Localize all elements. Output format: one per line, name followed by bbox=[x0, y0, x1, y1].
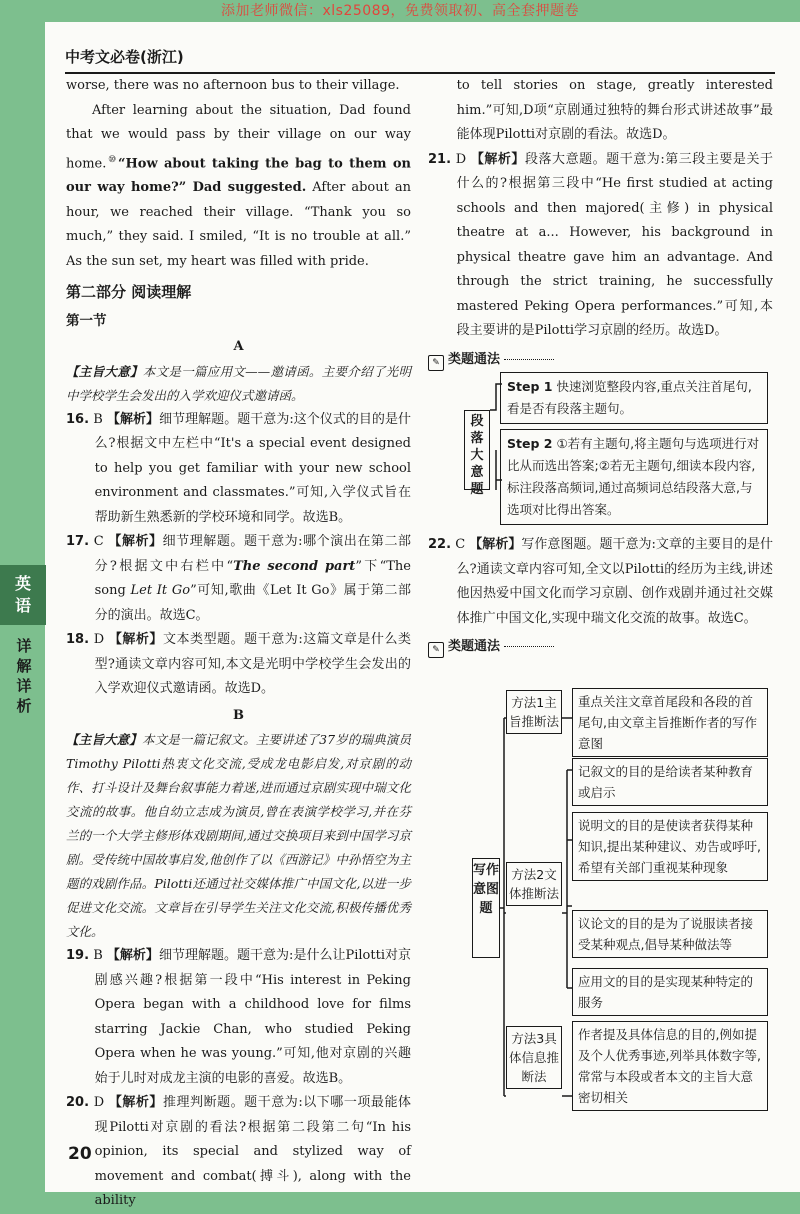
q17-answer: C bbox=[93, 534, 104, 550]
q21-tag: 【解析】 bbox=[470, 151, 525, 167]
q19-tag: 【解析】 bbox=[106, 948, 159, 964]
method-2-label: 方法2文体推断法 bbox=[506, 862, 562, 906]
pencil-note-icon: ✎ bbox=[428, 355, 444, 371]
paragraph-idea-method-box bbox=[464, 372, 769, 527]
q19-answer: B bbox=[93, 948, 103, 964]
box1-vertical-label: 段落大意题 bbox=[464, 410, 490, 490]
q16-number: 16. bbox=[66, 411, 90, 427]
page-header-title: 中考文必卷(浙江) bbox=[65, 48, 184, 66]
method-2-desc-4: 应用文的目的是实现某种特定的服务 bbox=[572, 968, 768, 1016]
q16-tag: 【解析】 bbox=[106, 411, 160, 427]
step-2-box bbox=[500, 429, 768, 525]
writing-intention-method-box bbox=[464, 688, 769, 1128]
subsection-title: 第一节 bbox=[66, 312, 107, 329]
q20-number: 20. bbox=[66, 1095, 90, 1111]
pencil-note-icon: ✎ bbox=[428, 642, 444, 658]
step-2-title: Step 2 bbox=[507, 436, 553, 451]
step-1-box bbox=[500, 372, 768, 424]
q17-tag: 【解析】 bbox=[108, 534, 163, 550]
q16-answer: B bbox=[93, 411, 103, 427]
subject-char-1: 英 bbox=[14, 574, 31, 593]
step-1-title: Step 1 bbox=[507, 379, 553, 394]
method-3-label: 方法3具体信息推断法 bbox=[506, 1026, 562, 1089]
story-bold-text: “How about taking the bag to them on our way home?” Dad suggested. bbox=[66, 155, 411, 196]
method-tips-1 bbox=[428, 348, 773, 373]
theme-a bbox=[66, 360, 411, 408]
story-paragraph-2 bbox=[66, 99, 411, 275]
subject-tab bbox=[0, 565, 46, 625]
answer-16 bbox=[66, 408, 411, 531]
box2-vertical-label: 写作意图题 bbox=[472, 858, 500, 958]
q20-answer: D bbox=[93, 1095, 105, 1111]
answer-21 bbox=[428, 148, 773, 344]
method-2-desc-1: 记叙文的目的是给读者某种教育或启示 bbox=[572, 758, 768, 806]
q17-text-b: ”下“The song bbox=[94, 558, 411, 599]
story-paragraph-1: worse, there was no afternoon bus to their village. bbox=[66, 78, 400, 93]
step-2-text: ①若有主题句,将主题句与选项进行对比从而选出答案;②若无主题句,细读本段内容,标注段落高频词,通过高频词总结段落大意,与选项对比得出答案。 bbox=[507, 436, 760, 517]
q16-text: 细节理解题。题干意为:这个仪式的目的是什么?根据文中左栏中“It's a special event designed to help you get familiar with your new school environment and classmates.”可知,入学仪式旨在帮助新生熟悉新的学校环境和同学。故选B。 bbox=[94, 411, 411, 525]
q18-answer: D bbox=[93, 632, 105, 648]
answer-18 bbox=[66, 628, 411, 702]
story-text: After learning about the situation, Dad found that we would pass by their village on our way home. bbox=[66, 102, 411, 171]
answer-20 bbox=[66, 1091, 411, 1214]
q22-number: 22. bbox=[428, 537, 452, 552]
method-1-desc: 重点关注文章首尾段和各段的首尾句,由文章主旨推断作者的写作意图 bbox=[572, 688, 768, 757]
subject-char-2: 语 bbox=[14, 596, 31, 615]
answer-17 bbox=[66, 530, 411, 628]
q22-answer: C bbox=[455, 537, 466, 552]
method-2-desc-2: 说明文的目的是使读者获得某种知识,提出某种建议、劝告或呼吁,希望有关部门重视某种现象 bbox=[572, 812, 768, 881]
theme-a-text: 本文是一篇应用文——邀请函。主要介绍了光明中学校学生会发出的入学欢迎仪式邀请函。 bbox=[66, 363, 411, 403]
q22-tag: 【解析】 bbox=[469, 537, 522, 552]
story-text-end: After about an hour, we reached their village. “Thank you so much,” they said. I smiled, “It is no trouble at all.” As the sun set, my heart was filled with pride. bbox=[66, 180, 411, 269]
q21-answer: D bbox=[455, 151, 467, 167]
answer-22 bbox=[428, 533, 773, 631]
answer-20-continued: to tell stories on stage, greatly interested him.”可知,D项“京剧通过独特的舞台形式讲述故事”最能体现Pilotti对京剧的看法。故选D。 bbox=[456, 78, 773, 142]
dotted-line bbox=[504, 359, 554, 360]
passage-b-label: B bbox=[233, 707, 244, 723]
q21-number: 21. bbox=[428, 151, 452, 167]
q17-emphasis-2: Let It Go bbox=[130, 583, 191, 599]
right-column bbox=[428, 74, 773, 376]
q17-text-c: ”可知,歌曲《Let It Go》属于第二部分的演出。故选C。 bbox=[94, 583, 412, 623]
method-3-desc: 作者提及具体信息的目的,例如提及个人优秀事迹,列举具体数字等,常常与本段或者本文的主旨大意密切相关 bbox=[572, 1021, 768, 1111]
section-title: 第二部分 阅读理解 bbox=[66, 283, 192, 302]
q22-text: 写作意图题。题干意为:文章的主要目的是什么?通读文章内容可知,全文以Pilotti的经历为主线,讲述他因热爱中国文化而学习京剧、创作戏剧并通过社交媒体推广中国文化,实现中瑞文化交流的故事。故选C。 bbox=[456, 537, 773, 626]
side-section-label bbox=[8, 636, 40, 716]
watermark-banner: 添加老师微信：xls25089，免费领取初、高全套押题卷 bbox=[220, 3, 579, 19]
method-1-label: 方法1主旨推断法 bbox=[506, 690, 562, 734]
side-label-char-2: 解 bbox=[16, 657, 32, 675]
theme-b-tag: 【主旨大意】 bbox=[66, 732, 142, 748]
q17-text-a: 细节理解题。题干意为:哪个演出在第二部分?根据文中右栏中“ bbox=[94, 534, 412, 574]
q21-text: 段落大意题。题干意为:第三段主要是关于什么的?根据第三段中“He first studied at acting schools and then majored(主修) in physical theatre at a... However, his background in physical theatre gave him an advantage. And through the strict training, he successfully mastered Peking Opera performances.”可知,本段主要讲的是Pilotti学习京剧的经历。故选D。 bbox=[456, 151, 773, 338]
q17-number: 17. bbox=[66, 534, 90, 550]
sentence-marker: ⑩ bbox=[106, 154, 119, 165]
q20-text: 推理判断题。题干意为:以下哪一项最能体现Pilotti对京剧的看法?根据第二段第二句“In his opinion, its special and stylized way of movement and combat(搏斗), along with the ability bbox=[94, 1095, 411, 1209]
dotted-line bbox=[504, 646, 554, 647]
q18-number: 18. bbox=[66, 632, 90, 648]
q19-number: 19. bbox=[66, 948, 90, 964]
theme-b-text: 本文是一篇记叙文。主要讲述了37岁的瑞典演员Timothy Pilotti热衷文化交流,受成龙电影启发,对京剧的动作、打斗设计及舞台叙事能力着迷,进而通过京剧实现中瑞文化交流的故事。他自幼立志成为演员,曾在表演学校学习,并在芬兰的一个大学主修形体戏剧期间,通过交换项目来到中国学习京剧。受传统中国故事启发,他创作了以《西游记》中孙悟空为主题的戏剧作品。Pilotti还通过社交媒体推广中国文化,以进一步促进文化交流。文章旨在引导学生关注文化交流,积极传播优秀文化。 bbox=[66, 732, 411, 940]
tips-2-label: 类题通法 bbox=[448, 639, 501, 654]
q20-tag: 【解析】 bbox=[108, 1095, 163, 1111]
q19-text: 细节理解题。题干意为:是什么让Pilotti对京剧感兴趣?根据第一段中“His interest in Peking Opera began with a childhood love for films starring Jackie Chan, who studied Peking Opera when he was young.”可知,他对京剧的兴趣始于儿时对成龙主演的电影的喜爱。故选B。 bbox=[94, 948, 411, 1086]
method-tips-2 bbox=[428, 635, 773, 660]
right-column-lower bbox=[428, 533, 773, 664]
step-1-text: 快速浏览整段内容,重点关注首尾句,看是否有段落主题句。 bbox=[507, 379, 752, 416]
answer-19 bbox=[66, 944, 411, 1091]
left-column bbox=[66, 74, 411, 1214]
q18-tag: 【解析】 bbox=[108, 632, 163, 648]
passage-a-label: A bbox=[233, 339, 244, 355]
tips-1-label: 类题通法 bbox=[448, 351, 501, 367]
theme-b bbox=[66, 728, 411, 944]
q17-emphasis: The second part bbox=[233, 558, 356, 574]
side-label-char-3: 详 bbox=[16, 677, 32, 695]
side-label-char-1: 详 bbox=[16, 637, 32, 655]
side-label-char-4: 析 bbox=[16, 697, 32, 715]
q18-text: 文本类型题。题干意为:这篇文章是什么类型?通读文章内容可知,本文是光明中学校学生会发出的入学欢迎仪式邀请函。故选D。 bbox=[94, 632, 411, 697]
page-number: 20 bbox=[68, 1144, 92, 1164]
theme-a-tag: 【主旨大意】 bbox=[66, 363, 143, 379]
method-2-desc-3: 议论文的目的是为了说服读者接受某种观点,倡导某种做法等 bbox=[572, 910, 768, 958]
